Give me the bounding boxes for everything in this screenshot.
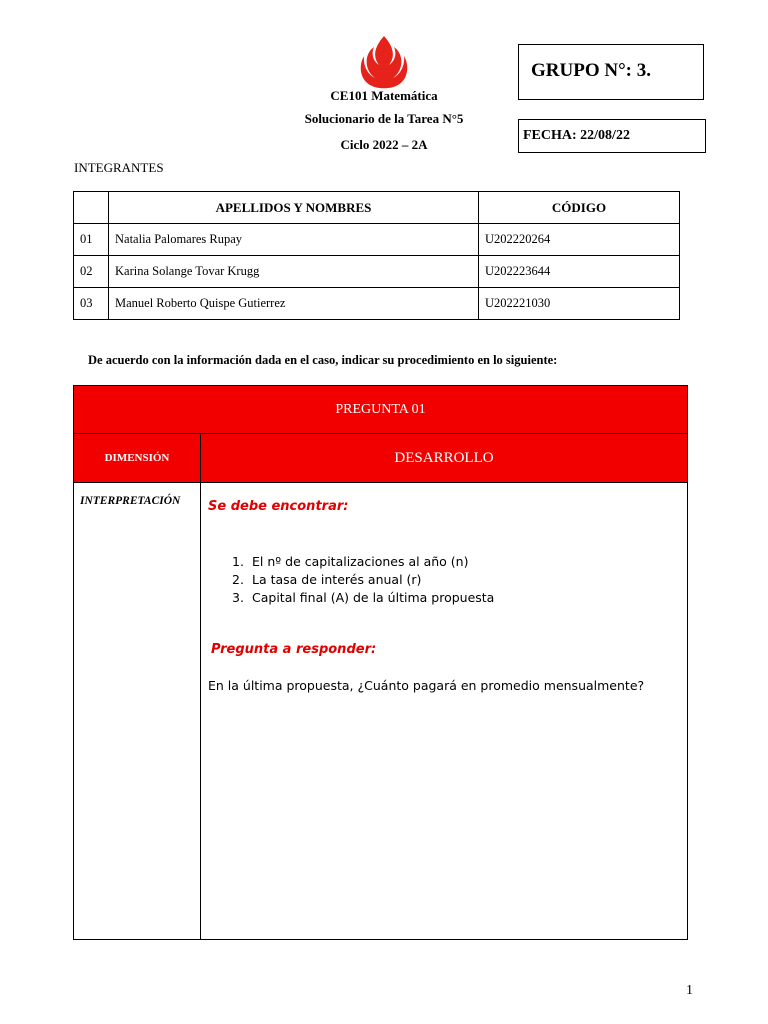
- members-table: [73, 191, 680, 320]
- list-item: 1. El nº de capitalizaciones al año (n): [232, 554, 469, 569]
- member-code: U202221030: [479, 288, 680, 320]
- member-name: Natalia Palomares Rupay: [109, 224, 479, 256]
- dimension-header: DIMENSIÓN: [74, 434, 201, 482]
- find-list: [232, 553, 494, 607]
- members-section-label: INTEGRANTES: [74, 160, 164, 175]
- question-text: En la última propuesta, ¿Cuánto pagará en promedio mensualmente?: [208, 678, 645, 693]
- university-logo-icon: [355, 34, 413, 90]
- column-header-code: CÓDIGO: [479, 192, 680, 224]
- group-box: [518, 44, 704, 100]
- dimension-value: INTERPRETACIÓN: [80, 495, 181, 507]
- column-header-number: [74, 192, 109, 224]
- course-title: CE101 Matemática: [330, 88, 438, 103]
- member-code: U202220264: [479, 224, 680, 256]
- cycle-label: Ciclo 2022 – 2A: [340, 137, 428, 152]
- member-number: 01: [74, 224, 109, 256]
- member-number: 02: [74, 256, 109, 288]
- table-row: [74, 288, 680, 320]
- date-label: FECHA: 22/08/22: [523, 128, 630, 143]
- instruction-text: De acuerdo con la información dada en el caso, indicar su procedimiento en lo siguiente:: [88, 353, 558, 367]
- group-label: GRUPO N°: 3.: [531, 60, 652, 81]
- column-header-name: APELLIDOS Y NOMBRES: [109, 192, 479, 224]
- member-number: 03: [74, 288, 109, 320]
- document-title: Solucionario de la Tarea N°5: [304, 111, 464, 126]
- date-box: [518, 119, 706, 153]
- row-divider: [74, 482, 687, 483]
- member-code: U202223644: [479, 256, 680, 288]
- column-divider: [200, 434, 201, 939]
- question-title: PREGUNTA 01: [74, 386, 687, 434]
- table-row: [74, 224, 680, 256]
- table-row: [74, 256, 680, 288]
- list-item: 2. La tasa de interés anual (r): [232, 572, 422, 587]
- member-name: Karina Solange Tovar Krugg: [109, 256, 479, 288]
- question-table: [73, 385, 688, 940]
- page-number: 1: [686, 983, 693, 998]
- list-item: 3. Capital final (A) de la última propuesta: [232, 590, 495, 605]
- development-header: DESARROLLO: [201, 434, 687, 482]
- find-label: Se debe encontrar:: [208, 499, 349, 514]
- question-label: Pregunta a responder:: [211, 642, 377, 657]
- member-name: Manuel Roberto Quispe Gutierrez: [109, 288, 479, 320]
- members-header-row: [74, 192, 680, 224]
